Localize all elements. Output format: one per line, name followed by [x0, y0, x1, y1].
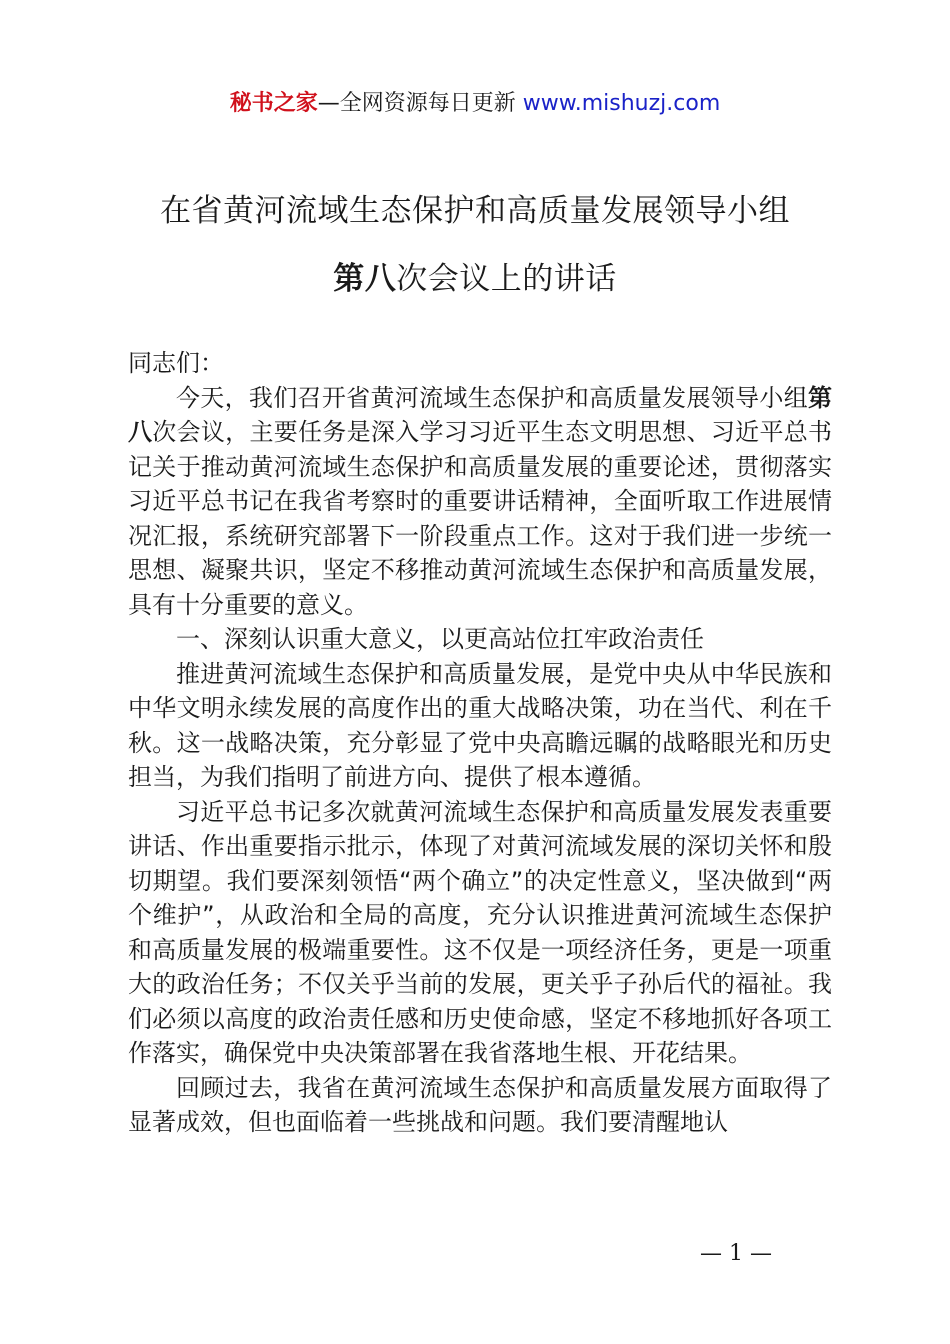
title-rest-segment: 次会议上的讲话 — [396, 261, 617, 297]
document-title-line-2 — [0, 259, 950, 299]
site-brand: 秘书之家 — [229, 91, 318, 116]
section-heading-1: 一、深刻认识重大意义，以更高站位扛牢政治责任 — [176, 625, 704, 653]
document-body — [128, 346, 832, 1140]
intro-bold-text: 第八 — [128, 383, 832, 446]
salutation: 同志们： — [128, 349, 224, 377]
site-header — [0, 88, 950, 120]
document-title-line-1: 在省黄河流域生态保护和高质量发展领导小组 — [160, 193, 790, 229]
site-url-link[interactable]: www.mishuzj.com — [522, 91, 721, 116]
paragraph-intro — [128, 381, 832, 623]
intro-text-before: 今天，我们召开省黄河流域生态保护和高质量发展领导小组 — [176, 383, 808, 412]
paragraph-3: 习近平总书记多次就黄河流域生态保护和高质量发展发表重要讲话、作出重要指示批示，体现了对黄河流域发展的深切关怀和殷切期望。我们要深刻领悟“两个确立”的决定性意义，坚决做到“两个维护”，从政治和全局的高度，充分认识推进黄河流域生态保护和高质量发展的极端重要性。这不仅是一项经济任务，更是一项重大的政治任务；不仅关乎当前的发展，更关乎子孙后代的福祉。我们必须以高度的政治责任感和历史使命感，坚定不移地抓好各项工作落实，确保党中央决策部署在我省落地生根、开花结果。 — [128, 797, 832, 1067]
paragraph-2: 推进黄河流域生态保护和高质量发展，是党中央从中华民族和中华文明永续发展的高度作出的重大战略决策，功在当代、利在千秋。这一战略决策，充分彰显了党中央高瞻远瞩的战略眼光和历史担当，为我们指明了前进方向、提供了根本遵循。 — [128, 659, 832, 791]
paragraph-4: 回顾过去，我省在黄河流域生态保护和高质量发展方面取得了显著成效，但也面临着一些挑战和问题。我们要清醒地认 — [128, 1073, 832, 1136]
title-bold-segment: 第八 — [333, 261, 397, 297]
intro-text-after: 次会议，主要任务是深入学习习近平生态文明思想、习近平总书记关于推动黄河流域生态保护和高质量发展的重要论述，贯彻落实习近平总书记在我省考察时的重要讲话精神，全面听取工作进展情况汇报，系统研究部署下一阶段重点工作。这对于我们进一步统一思想、凝聚共识，坚定不移推动黄河流域生态保护和高质量发展，具有十分重要的意义。 — [128, 418, 833, 619]
site-tagline: —全网资源每日更新 — [317, 91, 516, 116]
page-number: — 1 — — [700, 1241, 772, 1266]
